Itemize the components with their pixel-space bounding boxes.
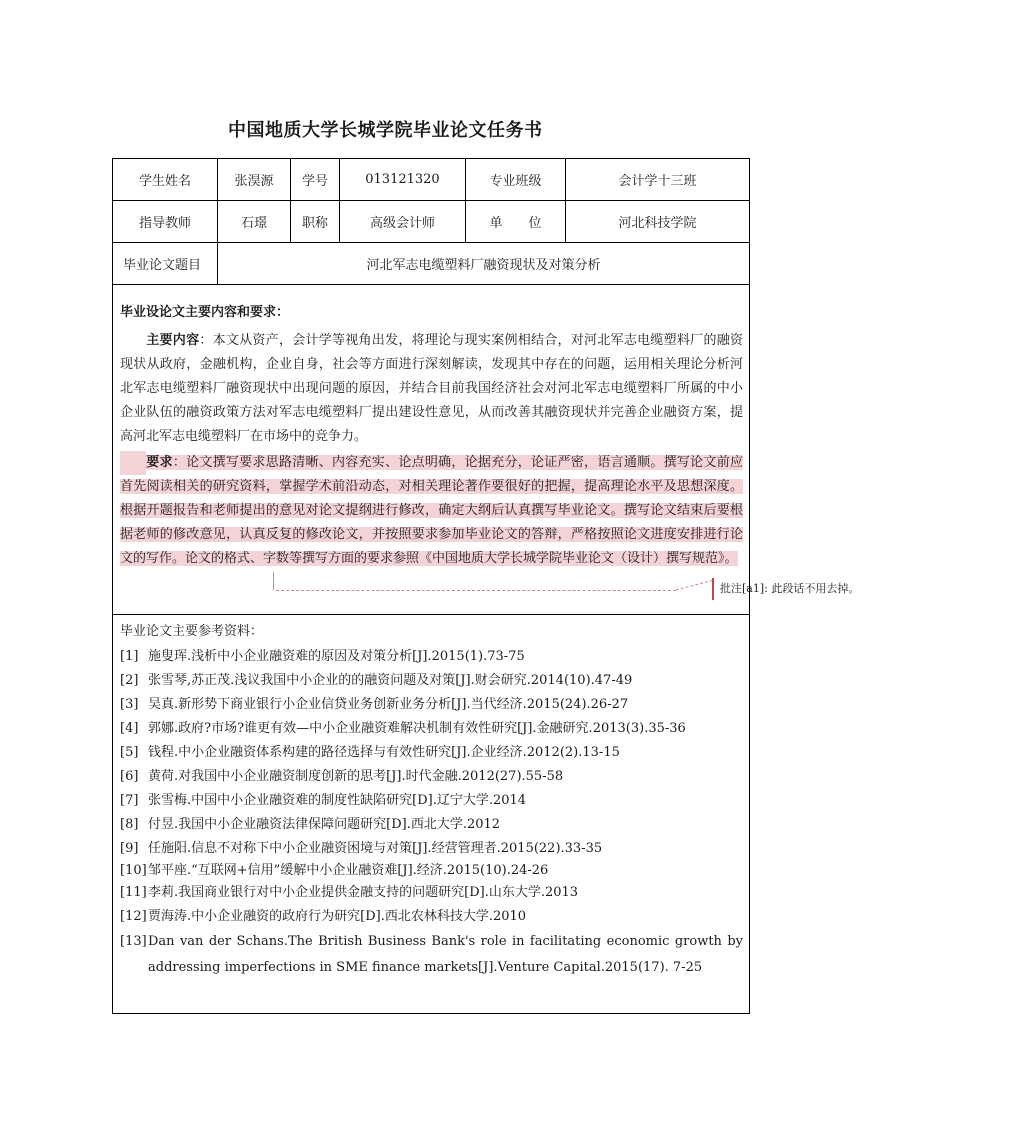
reference-number: [1] xyxy=(120,649,139,664)
references-heading: 毕业论文主要参考资料： xyxy=(120,624,264,639)
info-row-advisor xyxy=(113,201,749,243)
reference-text: 付昱.我国中小企业融资法律保障问题研究[D].西北大学.2012 xyxy=(148,817,501,832)
reference-number: [6] xyxy=(120,769,139,784)
reference-item xyxy=(120,929,743,981)
reference-item xyxy=(120,765,743,789)
advisor-label: 指导教师 xyxy=(113,201,218,242)
reference-text: 邹平座.“互联网+信用”缓解中小企业融资难[J].经济.2015(10).24-26 xyxy=(148,863,549,878)
reference-number: [13] xyxy=(120,934,147,949)
major-class-label: 专业班级 xyxy=(466,159,566,200)
content-section xyxy=(113,285,749,615)
reference-number: [10] xyxy=(120,863,147,878)
reference-item xyxy=(120,693,743,717)
student-name-value: 张淏源 xyxy=(218,159,291,200)
reference-text: 李莉.我国商业银行对中小企业提供金融支持的问题研究[D].山东大学.2013 xyxy=(148,885,579,900)
references-section xyxy=(113,615,749,1013)
student-name-label: 学生姓名 xyxy=(113,159,218,200)
reference-text: 钱程.中小企业融资体系构建的路径选择与有效性研究[J].企业经济.2012(2).13-15 xyxy=(148,745,620,760)
reference-list xyxy=(120,645,743,981)
reference-text: 张雪梅.中国中小企业融资难的制度性缺陷研究[D].辽宁大学.2014 xyxy=(148,793,527,808)
title-value: 高级会计师 xyxy=(340,201,466,242)
comment-balloon[interactable] xyxy=(712,578,859,600)
reference-item xyxy=(120,837,743,861)
major-class-value: 会计学十三班 xyxy=(618,174,697,189)
reference-number: [3] xyxy=(120,697,139,712)
comment-connector-line xyxy=(276,590,676,591)
reference-text: 吴真.新形势下商业银行小企业信贷业务创新业务分析[J].当代经济.2015(24).26-27 xyxy=(148,697,629,712)
reference-item xyxy=(120,645,743,669)
content-heading: 毕业设论文主要内容和要求： xyxy=(120,305,290,320)
reference-number: [12] xyxy=(120,909,147,924)
reference-number: [2] xyxy=(120,673,139,688)
student-id-label: 学号 xyxy=(291,159,340,200)
reference-number: [9] xyxy=(120,841,139,856)
main-content-text: ：本文从资产，会计学等视角出发，将理论与现实案例相结合，对河北军志电缆塑料厂的融资现状从政府，金融机构，企业自身，社会等方面进行深刻解读，发现其中存在的问题，运用相关理论分析河北军志电缆塑料厂融资现状中出现问题的原因，并结合目前我国经济社会对河北军志电缆塑料厂所属的中小企业队伍的融资政策方法对军志电缆塑料厂提出建设性意见，从而改善其融资现状并完善企业融资方案，提高河北军志电缆塑料厂在市场中的竞争力。 xyxy=(120,333,743,444)
requirements-paragraph xyxy=(120,451,743,571)
reference-number: [5] xyxy=(120,745,139,760)
reference-item xyxy=(120,669,743,693)
reference-item xyxy=(120,905,743,929)
reference-text: Dan van der Schans.The British Business Bank's role in facilitating economic growth by addressing imperfections in SME finance markets[J].Venture Capital.2015(17). 7-25 xyxy=(148,934,743,975)
reference-item xyxy=(120,813,743,837)
task-table xyxy=(112,158,750,1014)
reference-item xyxy=(120,861,743,881)
document-title: 中国地质大学长城学院毕业论文任务书 xyxy=(228,120,543,141)
thesis-title-label: 毕业论文题目 xyxy=(113,243,218,284)
reference-item xyxy=(120,789,743,813)
comment-label: 批注[a1]: xyxy=(720,582,768,595)
reference-text: 任施阳.信息不对称下中小企业融资困境与对策[J].经营管理者.2015(22).33-35 xyxy=(148,841,603,856)
reference-number: [7] xyxy=(120,793,139,808)
requirements-label: 要求 xyxy=(146,455,173,470)
main-content-paragraph xyxy=(120,329,743,449)
comment-connector-slope xyxy=(676,580,714,590)
unit-value: 河北科技学院 xyxy=(618,216,697,231)
reference-number: [11] xyxy=(120,885,147,900)
reference-number: [8] xyxy=(120,817,139,832)
reference-text: 施叟珲.浅析中小企业融资难的原因及对策分析[J].2015(1).73-75 xyxy=(148,649,525,664)
title-label: 职称 xyxy=(291,201,340,242)
comment-text: 此段话不用去掉。 xyxy=(771,582,860,595)
reference-text: 黄荷.对我国中小企业融资制度创新的思考[J].时代金融.2012(27).55-58 xyxy=(148,769,564,784)
reference-number: [4] xyxy=(120,721,139,736)
comment-anchor xyxy=(273,572,274,590)
reference-text: 张雪琴,苏正茂.浅议我国中小企业的的融资问题及对策[J].财会研究.2014(10).47-49 xyxy=(148,673,633,688)
requirements-text: ：论文撰写要求思路清晰、内容充实、论点明确，论据充分，论证严密，语言通顺。撰写论文前应首先阅读相关的研究资料，掌握学术前沿动态，对相关理论著作要很好的把握，提高理论水平及思想深度。根据开题报告和老师提出的意见对论文提纲进行修改，确定大纲后认真撰写毕业论文。撰写论文结束后要根据老师的修改意见，认真反复的修改论文，并按照要求参加毕业论文的答辩，严格按照论文进度安排进行论文的写作。论文的格式、字数等撰写方面的要求参照《中国地质大学长城学院毕业论文（设计）撰写规范》。 xyxy=(120,455,743,566)
thesis-title-value: 河北军志电缆塑料厂融资现状及对策分析 xyxy=(366,258,601,273)
reference-item xyxy=(120,741,743,765)
main-content-label: 主要内容 xyxy=(146,333,200,348)
student-id-value: 013121320 xyxy=(340,159,466,200)
reference-text: 郭娜.政府?市场?谁更有效—中小企业融资难解决机制有效性研究[J].金融研究.2013(3).35-36 xyxy=(148,721,686,736)
unit-label: 单 位 xyxy=(466,201,566,242)
info-row-thesis xyxy=(113,243,749,285)
advisor-value: 石璟 xyxy=(218,201,291,242)
info-row-student xyxy=(113,159,749,201)
reference-item xyxy=(120,717,743,741)
reference-item xyxy=(120,881,743,905)
reference-text: 贾海涛.中小企业融资的政府行为研究[D].西北农林科技大学.2010 xyxy=(148,909,527,924)
